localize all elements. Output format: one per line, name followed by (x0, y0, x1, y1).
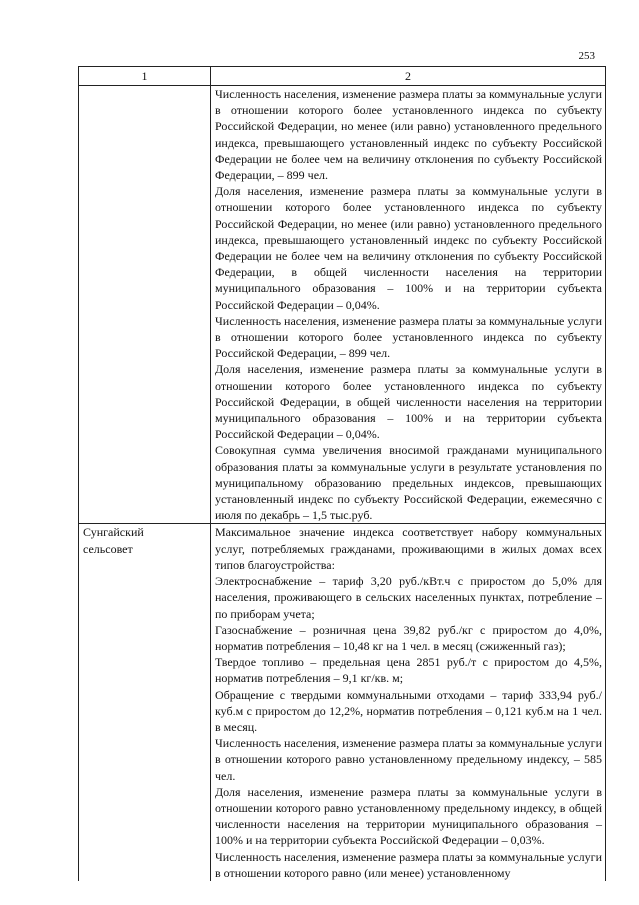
paragraph: Совокупная сумма увеличения вносимой гражданами муниципального образования платы за коммунальные услуги в результате установления по муниципальному образованию предельных индексов, превышающих установленный индекс по субъекту Российской Федерации, ежемесячно с июля по декабрь – 1,5 тыс.руб. (215, 443, 602, 523)
table-header-row (79, 67, 606, 86)
row-label-cell (79, 524, 211, 881)
paragraph: Численность населения, изменение размера платы за коммунальные услуги в отношении которого более установленного индекса по субъекту Российской Федерации, но менее (или равно) установленного предельного индекса, превышающего установленный индекс по субъекту Российской Федерации не более чем на величину отклонения по субъекту Российской Федерации, – 899 чел. (215, 87, 603, 183)
column-header-2: 2 (211, 67, 606, 86)
paragraph: Численность населения, изменение размера платы за коммунальные услуги в отношении которого равно установленному предельному индексу, – 585 чел. (215, 736, 603, 783)
paragraph: Обращение с твердыми коммунальными отходами – тариф 333,94 руб./куб.м с приростом до 12,2%, норматив потребления – 0,121 куб.м на 1 чел. в месяц. (215, 687, 602, 734)
paragraph: Доля населения, изменение размера платы за коммунальные услуги в отношении которого равно установленному предельному индексу, в общей численности населения на территории муниципального образования – 100% и на территории субъекта Российской Федерации – 0,03%. (215, 784, 602, 848)
row-label-cell (79, 86, 211, 524)
table-row (79, 524, 606, 881)
row-label-line: сельсовет (83, 541, 133, 556)
row-content-cell (211, 524, 606, 881)
paragraph: Твердое топливо – предельная цена 2851 руб./т с приростом до 4,5%, норматив потребления – 9,1 кг/кв. м; (215, 655, 602, 686)
paragraph: Максимальное значение индекса соответствует набору коммунальных услуг, потребляемых гражданами, проживающими в жилых домах всех типов благоустройства: (215, 525, 602, 572)
paragraph: Электроснабжение – тариф 3,20 руб./кВт.ч с приростом до 5,0% для населения, проживающего в сельских населенных пунктах, потребление – по приборам учета; (215, 574, 602, 621)
row-content-cell (211, 86, 606, 524)
page-number: 253 (578, 50, 595, 62)
paragraph: Численность населения, изменение размера платы за коммунальные услуги в отношении которого более установленного индекса по субъекту Российской Федерации, – 899 чел. (215, 313, 603, 361)
document-table (78, 66, 606, 881)
paragraph: Доля населения, изменение размера платы за коммунальные услуги в отношении которого более установленного индекса по субъекту Российской Федерации, в общей численности населения на территории муниципального образования – 100% и на территории субъекта Российской Федерации – 0,04%. (215, 362, 602, 442)
table-row (79, 86, 606, 524)
paragraph: Газоснабжение – розничная цена 39,82 руб./кг с приростом до 4,0%, норматив потребления – 10,48 кг на 1 чел. в месяц (сжиженный газ); (215, 622, 602, 653)
row-label-line: Сунгайский (83, 525, 144, 540)
paragraph: Доля населения, изменение размера платы за коммунальные услуги в отношении которого более установленного индекса по субъекту Российской Федерации, но менее (или равно) установленного предельного индекса, превышающего установленный индекс по субъекту Российской Федерации не более чем на величину отклонения по субъекту Российской Федерации, в общей численности населения на территории муниципального образования – 100% и на территории субъекта Российской Федерации – 0,04%. (215, 184, 602, 312)
paragraph: Численность населения, изменение размера платы за коммунальные услуги в отношении которого равно (или менее) установленному (215, 849, 603, 880)
column-header-1: 1 (79, 67, 211, 86)
